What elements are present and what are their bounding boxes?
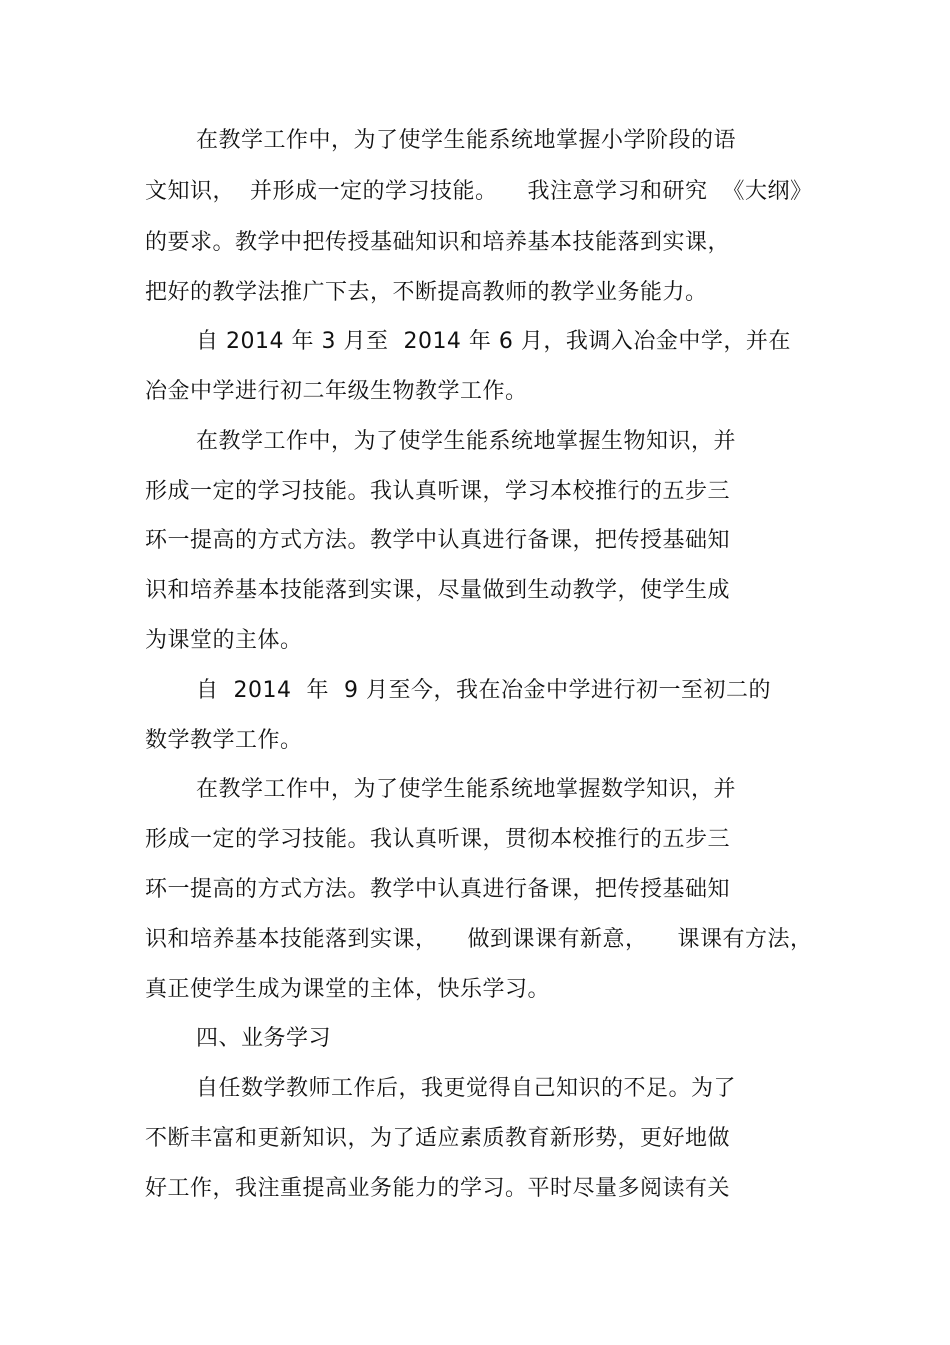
section-heading: 四、业务学习 — [196, 1026, 332, 1051]
text-line: 的要求。教学中把传授基础知识和培养基本技能落到实课， — [145, 230, 731, 255]
text-line: 把好的教学法推广下去，不断提高教师的教学业务能力。 — [145, 280, 708, 305]
text-line: 形成一定的学习技能。我认真听课，贯彻本校推行的五步三 — [145, 827, 731, 852]
text-line: 形成一定的学习技能。我认真听课，学习本校推行的五步三 — [145, 479, 731, 504]
text-line: 自 2014 年 9 月至今，我在冶金中学进行初一至初二的 — [196, 678, 771, 703]
text-line: 识和培养基本技能落到实课， 做到课课有新意， 课课有方法， — [145, 927, 813, 952]
text-line: 在教学工作中，为了使学生能系统地掌握生物知识，并 — [196, 429, 737, 454]
text-line: 不断丰富和更新知识，为了适应素质教育新形势，更好地做 — [145, 1126, 731, 1151]
text-line: 在教学工作中，为了使学生能系统地掌握小学阶段的语 — [196, 128, 737, 153]
text-line: 自 2014 年 3 月至 2014 年 6 月，我调入冶金中学，并在 — [196, 329, 791, 354]
text-line: 数学教学工作。 — [145, 728, 303, 753]
text-line: 文知识， 并形成一定的学习技能。 我注意学习和研究 《大纲》 — [145, 179, 813, 204]
text-line: 识和培养基本技能落到实课，尽量做到生动教学，使学生成 — [145, 578, 731, 603]
text-line: 环一提高的方式方法。教学中认真进行备课，把传授基础知 — [145, 528, 731, 553]
text-line: 为课堂的主体。 — [145, 628, 303, 653]
text-line: 真正使学生成为课堂的主体，快乐学习。 — [145, 977, 551, 1002]
text-line: 自任数学教师工作后，我更觉得自己知识的不足。为了 — [196, 1076, 737, 1101]
text-line: 环一提高的方式方法。教学中认真进行备课，把传授基础知 — [145, 877, 731, 902]
text-line: 好工作，我注重提高业务能力的学习。平时尽量多阅读有关 — [145, 1176, 731, 1201]
text-line: 在教学工作中，为了使学生能系统地掌握数学知识，并 — [196, 777, 737, 802]
text-line: 冶金中学进行初二年级生物教学工作。 — [145, 379, 528, 404]
